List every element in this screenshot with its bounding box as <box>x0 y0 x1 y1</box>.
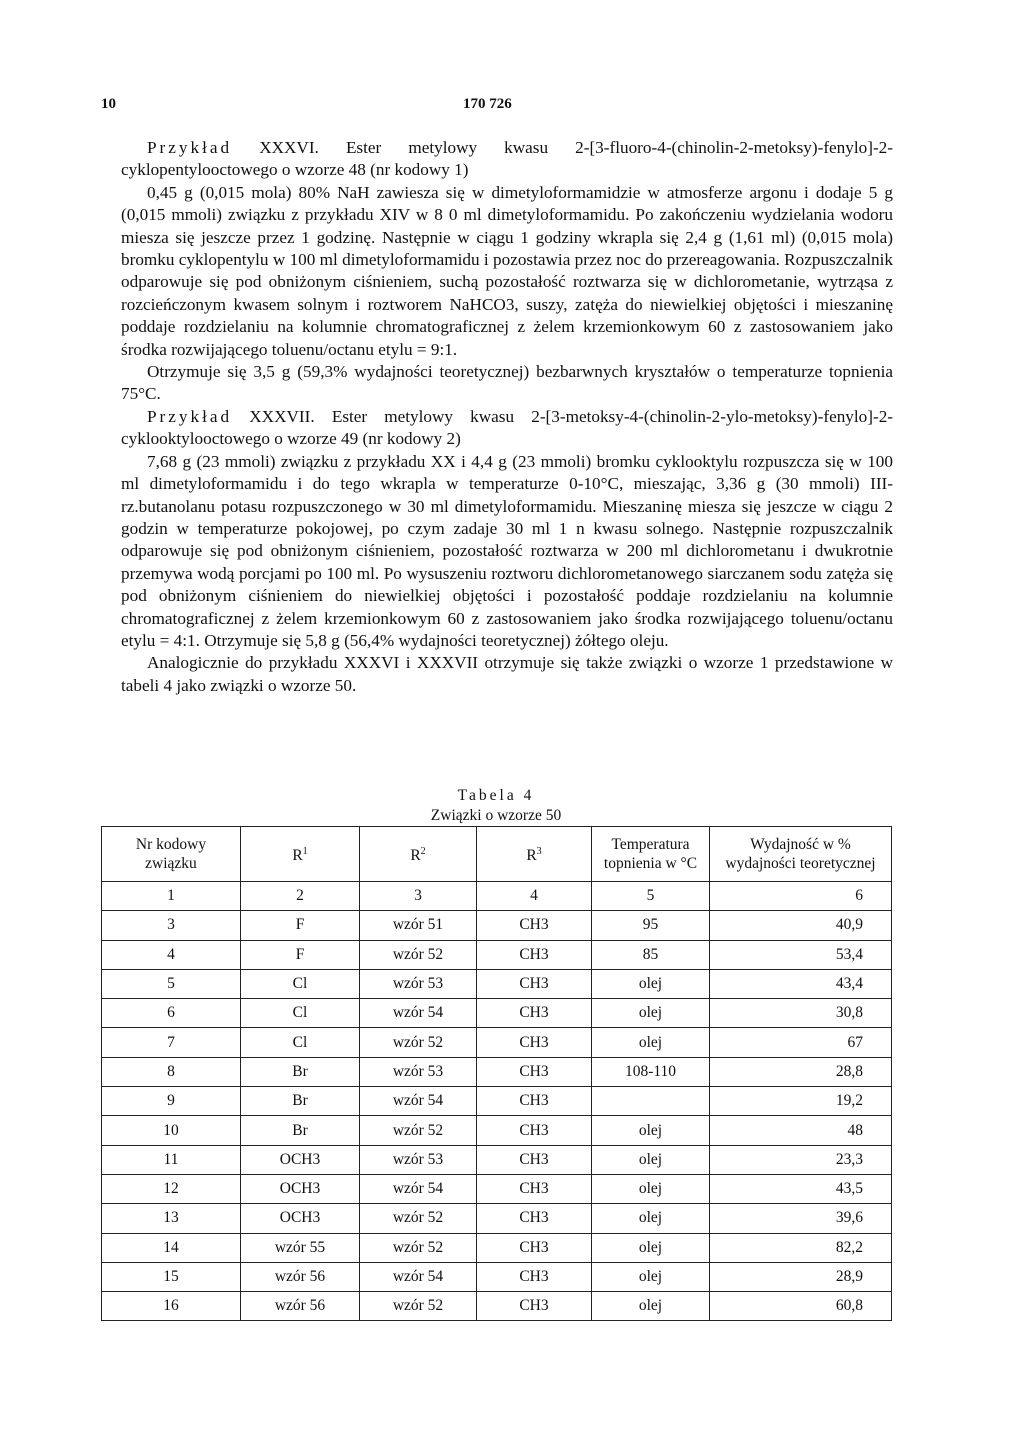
table-cell: OCH3 <box>241 1174 360 1203</box>
table-cell: 9 <box>102 1087 241 1116</box>
table-cell: wzór 53 <box>360 1145 477 1174</box>
table-body <box>102 882 892 1321</box>
example36-result: Otrzymuje się 3,5 g (59,3% wydajności teoretycznej) bezbarwnych kryształów o temperaturze topnienia 75°C. <box>121 362 893 404</box>
header-r3: $R^3$ <box>477 827 592 882</box>
header-code: Nr kodowy związku <box>102 827 241 882</box>
table-row <box>102 1204 892 1233</box>
table-cell: wzór 56 <box>241 1292 360 1321</box>
table-subcaption: Związki o wzorze 50 <box>430 807 562 824</box>
table-cell: wzór 55 <box>241 1233 360 1262</box>
analogous-text: Analogicznie do przykładu XXXVI i XXXVII otrzymuje się także związki o wzorze 1 przedstawione w tabeli 4 jako związki o wzorze 50. <box>121 653 893 695</box>
table-row <box>102 1057 892 1086</box>
table-cell: CH3 <box>477 911 592 940</box>
patent-number: 170 726 <box>463 96 512 112</box>
header-r2: $R^2$ <box>360 827 477 882</box>
table-cell: wzór 56 <box>241 1262 360 1291</box>
table-cell: 6 <box>102 999 241 1028</box>
example37-heading: Ester metylowy kwasu 2-[3-metoksy-4-(chinolin-2-ylo-metoksy)-fenylo]-2-cyklooktylooctowego o wzorze 49 (nr kodowy 2) <box>121 406 894 449</box>
table-cell: wzór 54 <box>360 1262 477 1291</box>
table-cell: wzór 51 <box>360 911 477 940</box>
table-cell: 48 <box>710 1116 892 1145</box>
table-row <box>102 999 892 1028</box>
table-cell: CH3 <box>477 940 592 969</box>
table-cell: CH3 <box>477 1204 592 1233</box>
table-cell: OCH3 <box>241 1145 360 1174</box>
table-cell: 5 <box>592 882 710 911</box>
table-caption: Tabela 4 <box>457 787 535 804</box>
table-cell: 85 <box>592 940 710 969</box>
table-cell: 14 <box>102 1233 241 1262</box>
table-cell: F <box>241 940 360 969</box>
table-cell: 2 <box>241 882 360 911</box>
example36-title: Przykład <box>147 138 233 157</box>
page-header <box>101 96 891 116</box>
table-cell: CH3 <box>477 969 592 998</box>
table-row <box>102 1145 892 1174</box>
table-cell: F <box>241 911 360 940</box>
table-cell: 3 <box>102 911 241 940</box>
table-cell: CH3 <box>477 1116 592 1145</box>
table-cell: 60,8 <box>710 1292 892 1321</box>
table-cell: wzór 52 <box>360 1204 477 1233</box>
table-cell: 12 <box>102 1174 241 1203</box>
header-melting-point: Temperatura topnienia w °C <box>592 827 710 882</box>
table-caption-block <box>101 786 891 826</box>
table-cell: olej <box>592 1233 710 1262</box>
table-cell: Cl <box>241 999 360 1028</box>
table-cell: 4 <box>102 940 241 969</box>
table-header-row <box>102 827 892 882</box>
table-cell: 19,2 <box>710 1087 892 1116</box>
table-cell: 28,8 <box>710 1057 892 1086</box>
example37-heading-paragraph <box>121 406 893 451</box>
table-cell: 30,8 <box>710 999 892 1028</box>
table-cell: CH3 <box>477 999 592 1028</box>
body-text <box>121 137 893 697</box>
example37-procedure: 7,68 g (23 mmoli) związku z przykładu XX i 4,4 g (23 mmoli) bromku cyklooktylu rozpuszcza się w 100 ml dimetyloformamidu i do tego wkrapla w temperaturze 0-10°C, mieszając, 3,36 g (30 mmoli) III-rz.butanolanu potasu rozpuszczonego w 30 ml dimetyloformamidu. Mieszaninę miesza się jeszcze w ciągu 2 godzin w temperaturze pokojowej, po czym zadaje 30 ml 1 n kwasu solnego. Następnie rozpuszczalnik odparowuje się pod obniżonym ciśnieniem, pozostałość roztwarza w 200 ml dichlorometanu i dwukrotnie przemywa wodą porcjami po 100 ml. Po wysuszeniu roztworu dichlorometanowego siarczanem sodu zatęża się pod obniżonym ciśnieniem do niewielkiej objętości i pozostałość poddaje rozdzielaniu na kolumnie chromatograficznej z żelem krzemionkowym 60 z zastosowaniem jako środka rozwijającego toluenu/octanu etylu = 4:1. Otrzymuje się 5,8 g (56,4% wydajności teoretycznej) żółtego oleju. <box>121 451 893 650</box>
table-cell: wzór 54 <box>360 1087 477 1116</box>
table-cell: wzór 52 <box>360 1116 477 1145</box>
table-cell: 40,9 <box>710 911 892 940</box>
table-row <box>102 1262 892 1291</box>
table-cell: CH3 <box>477 1145 592 1174</box>
compounds-table <box>101 826 892 1321</box>
table-cell: wzór 52 <box>360 940 477 969</box>
table-cell: 8 <box>102 1057 241 1086</box>
table-cell: Br <box>241 1087 360 1116</box>
table-cell: 13 <box>102 1204 241 1233</box>
table-cell: olej <box>592 1116 710 1145</box>
table-cell: olej <box>592 1145 710 1174</box>
table-cell: 4 <box>477 882 592 911</box>
table-cell: 28,9 <box>710 1262 892 1291</box>
table-cell: OCH3 <box>241 1204 360 1233</box>
table-cell: olej <box>592 969 710 998</box>
table-cell: olej <box>592 1292 710 1321</box>
table-cell: CH3 <box>477 1233 592 1262</box>
table-cell: wzór 52 <box>360 1028 477 1057</box>
table-cell: wzór 54 <box>360 1174 477 1203</box>
table-cell: 11 <box>102 1145 241 1174</box>
table-cell: 23,3 <box>710 1145 892 1174</box>
table-cell: 43,5 <box>710 1174 892 1203</box>
table-cell: 3 <box>360 882 477 911</box>
table-cell: 67 <box>710 1028 892 1057</box>
table-cell: wzór 52 <box>360 1233 477 1262</box>
table-row <box>102 940 892 969</box>
table-row <box>102 911 892 940</box>
table-cell: olej <box>592 1262 710 1291</box>
table-cell: 108-110 <box>592 1057 710 1086</box>
table-cell: CH3 <box>477 1028 592 1057</box>
table-row <box>102 1116 892 1145</box>
table-cell: 1 <box>102 882 241 911</box>
example36-number: XXXVI. <box>259 138 319 157</box>
table-cell: olej <box>592 1174 710 1203</box>
table-cell: wzór 53 <box>360 969 477 998</box>
example36-heading: Ester metylowy kwasu 2-[3-fluoro-4-(chinolin-2-metoksy)-fenylo]-2-cyklopentylooctowego o wzorze 48 (nr kodowy 1) <box>121 138 893 180</box>
table-row <box>102 1087 892 1116</box>
example37-number: XXXVII. <box>249 406 315 426</box>
table-cell: 53,4 <box>710 940 892 969</box>
table-numbering-row <box>102 882 892 911</box>
page-number: 10 <box>101 96 116 112</box>
table-cell: olej <box>592 999 710 1028</box>
table-cell: 82,2 <box>710 1233 892 1262</box>
table-cell: CH3 <box>477 1087 592 1116</box>
table-cell <box>592 1087 710 1116</box>
table-cell: 15 <box>102 1262 241 1291</box>
table-cell: 10 <box>102 1116 241 1145</box>
table-cell: 7 <box>102 1028 241 1057</box>
table-cell: 39,6 <box>710 1204 892 1233</box>
table-cell: Br <box>241 1116 360 1145</box>
table-row <box>102 969 892 998</box>
table-cell: 16 <box>102 1292 241 1321</box>
table-row <box>102 1233 892 1262</box>
table-row <box>102 1174 892 1203</box>
example37-title: Przykład <box>147 406 233 426</box>
table-cell: CH3 <box>477 1262 592 1291</box>
table-cell: wzór 54 <box>360 999 477 1028</box>
table-row <box>102 1292 892 1321</box>
table-cell: 6 <box>710 882 892 911</box>
example36-procedure: 0,45 g (0,015 mola) 80% NaH zawiesza się w dimetyloformamidzie w atmosferze argonu i dodaje 5 g (0,015 mmoli) związku z przykładu XIV w 8 0 ml dimetyloformamidu. Po zakończeniu wydzielania wodoru miesza się jeszcze przez 1 godzinę. Następnie w ciągu 1 godziny wkrapla się 2,4 g (1,61 ml) (0,015 mola) bromku cyklopentylu w 100 ml dimetyloformamidu i pozostawia przez noc do przereagowania. Rozpuszczalnik odparowuje się pod obniżonym ciśnieniem, suchą pozostałość roztwarza się w dichlorometanie, wytrząsa z rozcieńczonym kwasem solnym i roztworem NaHCO3, suszy, zatęża do niewielkiej objętości i mieszaninę poddaje rozdzielaniu na kolumnie chromatograficznej z żelem krzemionkowym 60 z zastosowaniem jako środka rozwijającego toluenu/octanu etylu = 9:1. <box>121 182 893 359</box>
header-yield: Wydajność w % wydajności teoretycznej <box>710 827 892 882</box>
table-cell: Br <box>241 1057 360 1086</box>
example36-heading-paragraph <box>121 137 893 182</box>
table-cell: 5 <box>102 969 241 998</box>
table-cell: CH3 <box>477 1057 592 1086</box>
table-cell: CH3 <box>477 1292 592 1321</box>
table-cell: Cl <box>241 969 360 998</box>
table-cell: 95 <box>592 911 710 940</box>
header-r1: $R^1$ <box>241 827 360 882</box>
table-cell: Cl <box>241 1028 360 1057</box>
table-cell: wzór 53 <box>360 1057 477 1086</box>
table-cell: olej <box>592 1028 710 1057</box>
table-cell: 43,4 <box>710 969 892 998</box>
table-row <box>102 1028 892 1057</box>
table-cell: wzór 52 <box>360 1292 477 1321</box>
table-cell: olej <box>592 1204 710 1233</box>
table-cell: CH3 <box>477 1174 592 1203</box>
